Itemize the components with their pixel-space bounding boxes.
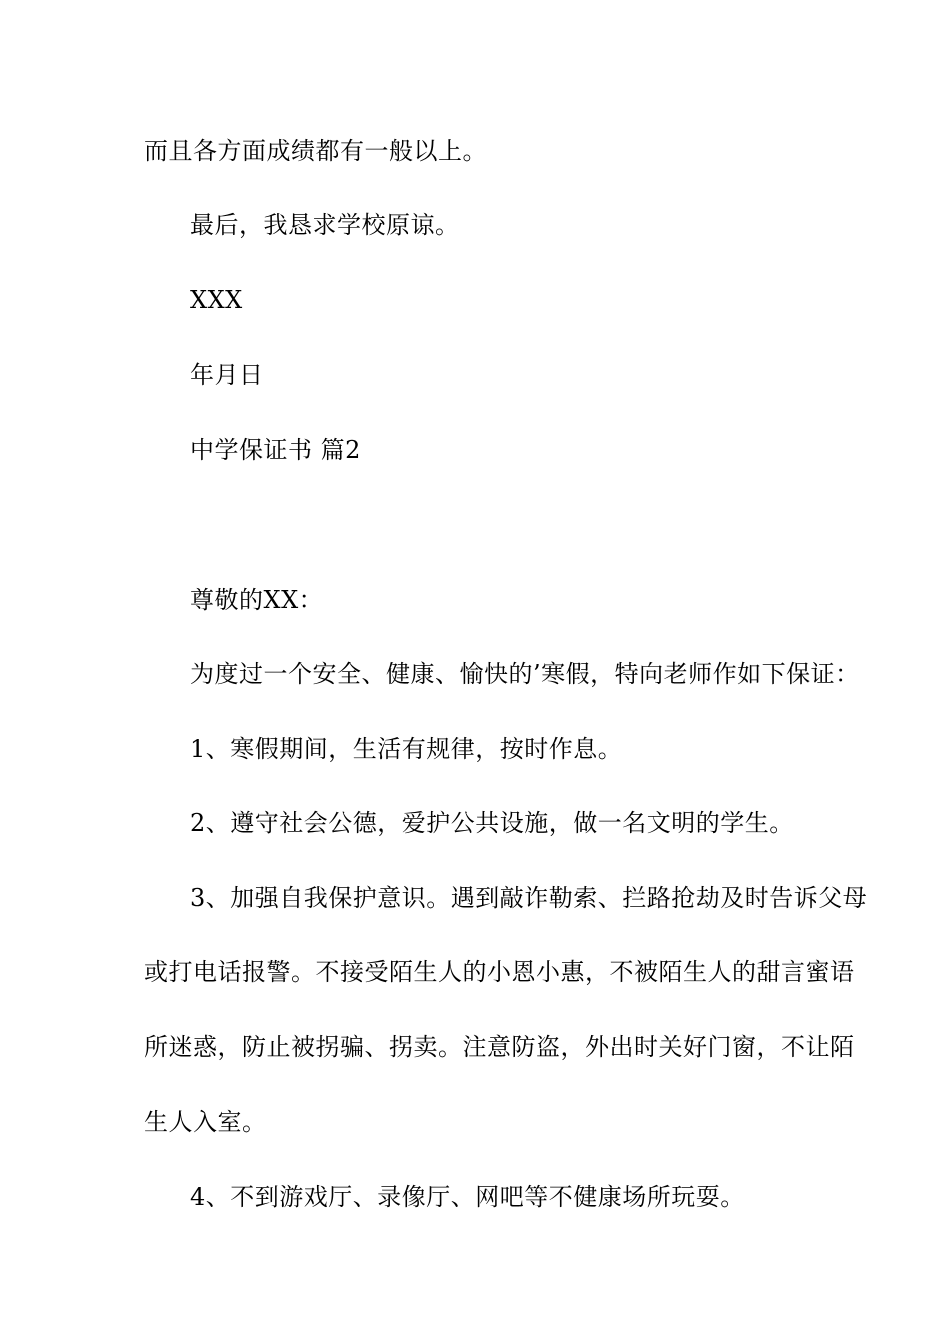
paragraph-line: 所迷惑，防止被拐骗、拐卖。注意防盗，外出时关好门窗，不让陌	[144, 1033, 855, 1061]
list-item: 2、遵守社会公德，爱护公共设施，做一名文明的学生。	[190, 809, 794, 837]
section-heading: 中学保证书 篇2	[190, 436, 361, 464]
signature-date: 年月日	[190, 361, 264, 389]
paragraph-line: 最后，我恳求学校原谅。	[190, 211, 460, 239]
list-item: 4、不到游戏厅、录像厅、网吧等不健康场所玩耍。	[190, 1183, 745, 1211]
paragraph-line: 生人入室。	[144, 1108, 267, 1136]
signature-name: XXX	[190, 286, 243, 314]
salutation: 尊敬的XX：	[190, 586, 324, 614]
list-item: 3、加强自我保护意识。遇到敲诈勒索、拦路抢劫及时告诉父母	[190, 884, 868, 912]
list-item: 1、寒假期间，生活有规律，按时作息。	[190, 735, 623, 763]
paragraph-line: 而且各方面成绩都有一般以上。	[144, 137, 487, 165]
paragraph-line: 为度过一个安全、健康、愉快的’寒假，特向老师作如下保证：	[190, 660, 860, 688]
paragraph-line: 或打电话报警。不接受陌生人的小恩小惠，不被陌生人的甜言蜜语	[144, 958, 855, 986]
